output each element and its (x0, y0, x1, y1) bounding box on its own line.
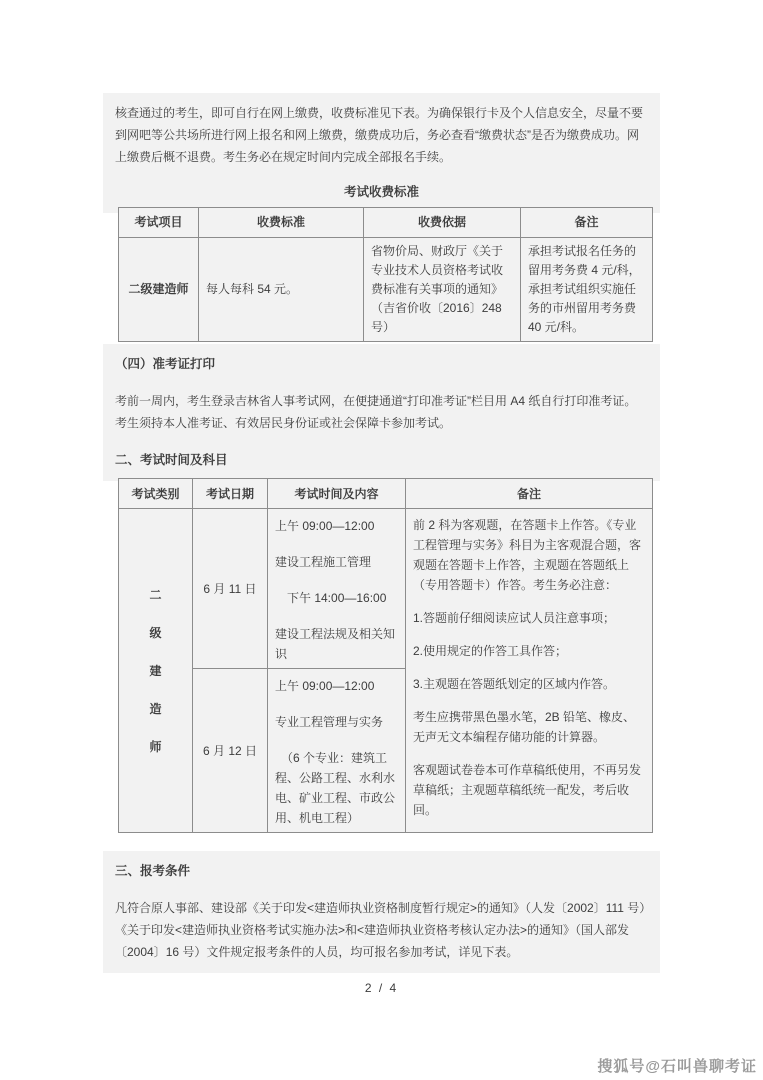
note-paragraph-2: 1.答题前仔细阅读应试人员注意事项； (413, 611, 616, 625)
schedule-header-date: 考试日期 (193, 479, 268, 509)
day2-morning-time: 上午 09:00—12:00 (275, 679, 375, 693)
schedule-cell-category (119, 509, 193, 833)
note-paragraph-1: 前 2 科为客观题，在答题卡上作答。《专业工程管理与实务》科目为主客观混合题，客观题在答题卡上作答，主观题在答题纸上（专用答题卡）作答。考生务必注意： (413, 518, 642, 592)
fee-cell-note: 承担考试报名任务的留用考务费 4 元/科，承担考试组织实施任务的市州留用考务费 40 元/科。 (521, 238, 653, 342)
requirements-paragraph: 凡符合原人事部、建设部《关于印发<建造师执业资格制度暂行规定>的通知》（人发〔2002〕111 号）《关于印发<建造师执业资格考试实施办法>和<建造师执业资格考核认定办法>的通知》（国人部发〔2004〕16 号）文件规定报考条件的人员，均可报名参加考试，详见下表。 (115, 901, 646, 959)
sohu-watermark: 搜狐号@石叫兽聊考证 (597, 1058, 757, 1075)
fee-cell-project: 二级建造师 (119, 238, 199, 342)
fee-cell-standard: 每人每科 54 元。 (199, 238, 364, 342)
day2-morning-subject: 专业工程管理与实务 (275, 715, 384, 729)
requirements-block (103, 851, 660, 973)
schedule-header-note: 备注 (406, 479, 653, 509)
schedule-heading: 二、考试时间及科目 (115, 453, 228, 467)
schedule-cell-date-day1: 6 月 11 日 (193, 509, 268, 669)
fee-table (118, 207, 653, 342)
fee-standard-title: 考试收费标准 (343, 185, 419, 199)
day1-afternoon-time: 下午 14:00—16:00 (275, 591, 387, 605)
intro-paragraph: 核查通过的考生，即可自行在网上缴费，收费标准见下表。为确保银行卡及个人信息安全，尽量不要到网吧等公共场所进行网上报名和网上缴费，缴费成功后，务必查看“缴费状态”是否为缴费成功。网上缴费后概不退费。考生务必在规定时间内完成全部报名手续。 (115, 106, 644, 164)
page-indicator: 2 / 4 (364, 981, 399, 995)
fee-header-basis: 收费依据 (364, 208, 521, 238)
schedule-header-content: 考试时间及内容 (268, 479, 406, 509)
fee-cell-basis: 省物价局、财政厅《关于专业技术人员资格考试收费标准有关事项的通知》（吉省价收〔2016〕248 号） (364, 238, 521, 342)
note-paragraph-5: 考生应携带黑色墨水笔，2B 铅笔、橡皮、无声无文本编程存储功能的计算器。 (413, 710, 636, 744)
fee-header-project: 考试项目 (119, 208, 199, 238)
note-paragraph-6: 客观题试卷卷本可作草稿纸使用，不再另发草稿纸；主观题草稿纸统一配发，考后收回。 (413, 763, 642, 817)
admission-heading: （四）准考证打印 (115, 357, 216, 371)
intro-block (103, 93, 660, 213)
requirements-heading: 三、报考条件 (115, 864, 191, 878)
category-vertical-label: 二级建造师 (149, 587, 162, 754)
admission-paragraph: 考前一周内，考生登录吉林省人事考试网，在便捷通道“打印准考证”栏目用 A4 纸自行打印准考证。考生须持本人准考证、有效居民身份证或社会保障卡参加考试。 (115, 394, 637, 430)
day1-morning-subject: 建设工程施工管理 (275, 555, 372, 569)
day1-afternoon-subject: 建设工程法规及相关知识 (275, 627, 396, 661)
schedule-cell-date-day2: 6 月 12 日 (193, 669, 268, 833)
fee-header-note: 备注 (521, 208, 653, 238)
schedule-cell-note (406, 509, 653, 833)
schedule-cell-content-day2 (268, 669, 406, 833)
note-paragraph-3: 2.使用规定的作答工具作答； (413, 644, 568, 658)
schedule-row-day1 (119, 509, 653, 669)
day2-specialties: （6 个专业：建筑工程、公路工程、水利水电、矿业工程、市政公用、机电工程） (275, 751, 396, 825)
fee-header-standard: 收费标准 (199, 208, 364, 238)
schedule-table-header-row (119, 479, 653, 509)
schedule-header-category: 考试类别 (119, 479, 193, 509)
fee-table-row (119, 238, 653, 342)
fee-table-header-row (119, 208, 653, 238)
schedule-table (118, 478, 653, 833)
admission-block (103, 344, 660, 481)
day1-morning-time: 上午 09:00—12:00 (275, 519, 375, 533)
schedule-cell-content-day1 (268, 509, 406, 669)
note-paragraph-4: 3.主观题在答题纸划定的区域内作答。 (413, 677, 616, 691)
